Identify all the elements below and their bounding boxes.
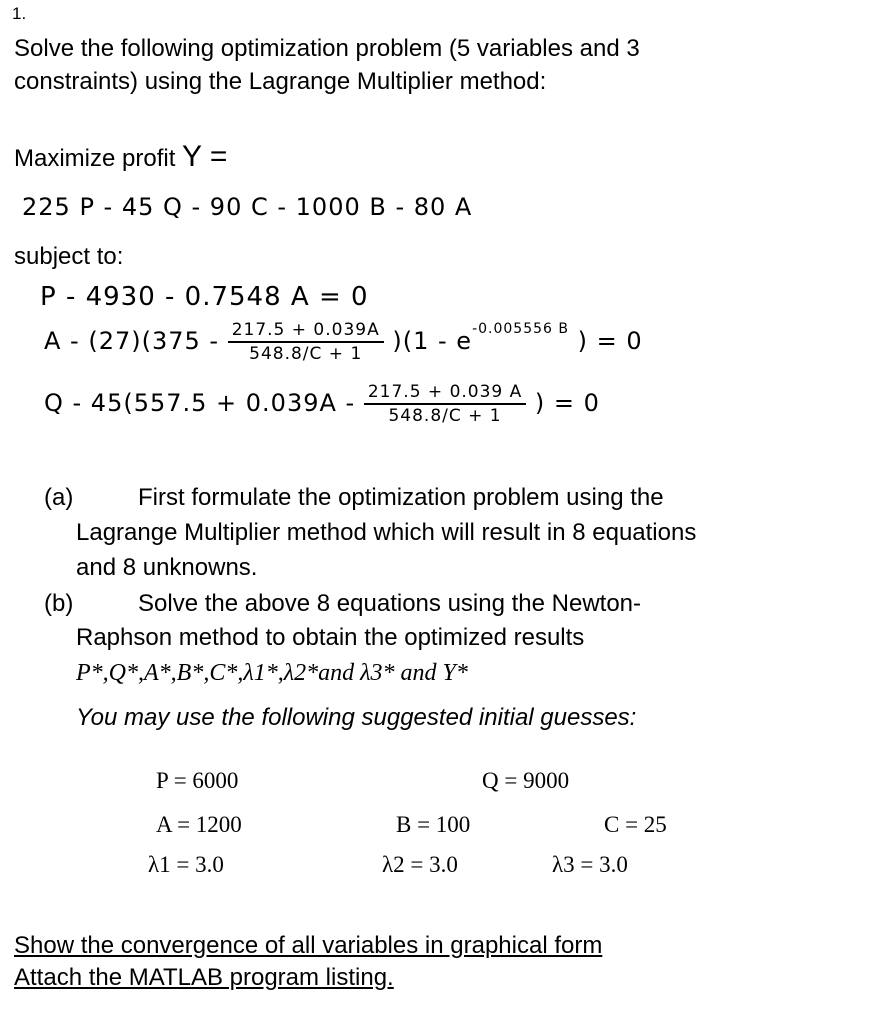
constraint-2-exponent: -0.005556 B <box>472 321 569 337</box>
intro-line-1: Solve the following optimization problem (5 variables and 3 <box>14 35 640 62</box>
constraint-2-numerator: 217.5 + 0.039A <box>228 320 384 343</box>
constraint-2-lead: A - (27)(375 - <box>44 327 220 355</box>
guess-a: A = 1200 <box>156 812 242 837</box>
constraint-2-mid: )(1 - e <box>392 327 473 355</box>
constraint-3-numerator: 217.5 + 0.039 A <box>364 382 526 405</box>
footer-convergence-note: Show the convergence of all variables in graphical form <box>14 932 603 959</box>
guess-lambda1: λ1 = 3.0 <box>148 852 224 877</box>
part-b-line-1: Solve the above 8 equations using the Newton- <box>138 590 642 617</box>
maximize-heading <box>14 140 227 174</box>
maximize-variable: Y = <box>182 140 228 173</box>
part-b-line-2: Raphson method to obtain the optimized results <box>76 624 585 651</box>
guess-lambda3: λ3 = 3.0 <box>552 852 628 877</box>
guess-b: B = 100 <box>396 812 471 837</box>
part-b-label: (b) <box>44 590 74 617</box>
maximize-label: Maximize profit <box>14 145 176 172</box>
part-a-label: (a) <box>44 484 74 511</box>
constraint-3-fraction <box>364 382 526 426</box>
part-a-line-1: First formulate the optimization problem using the <box>138 484 664 511</box>
constraint-1: P - 4930 - 0.7548 A = 0 <box>40 282 369 312</box>
constraint-3-lead: Q - 45(557.5 + 0.039A - <box>44 389 356 417</box>
guess-p: P = 6000 <box>156 768 239 793</box>
constraint-2 <box>44 320 643 364</box>
constraint-2-fraction <box>228 320 384 364</box>
guess-c: C = 25 <box>604 812 667 837</box>
subject-to-label: subject to: <box>14 243 124 270</box>
constraint-3-denominator: 548.8/C + 1 <box>388 406 502 426</box>
problem-number: 1. <box>12 4 27 23</box>
part-b-line-4: You may use the following suggested initial guesses: <box>76 704 637 731</box>
problem-intro <box>14 32 640 98</box>
guess-q: Q = 9000 <box>482 768 570 793</box>
footer-matlab-note: Attach the MATLAB program listing. <box>14 964 394 991</box>
objective-function: 225 P - 45 Q - 90 C - 1000 B - 80 A <box>22 193 473 221</box>
intro-line-2: constraints) using the Lagrange Multiplier method: <box>14 68 547 95</box>
part-a-line-2: Lagrange Multiplier method which will result in 8 equations <box>76 519 697 546</box>
part-a-line-3: and 8 unknowns. <box>76 554 258 581</box>
guess-lambda2: λ2 = 3.0 <box>382 852 458 877</box>
constraint-3-tail: ) = 0 <box>534 389 600 417</box>
constraint-2-tail: ) = 0 <box>577 327 643 355</box>
constraint-2-denominator: 548.8/C + 1 <box>249 344 363 364</box>
constraint-3 <box>44 382 600 426</box>
part-b-variables: P*,Q*,A*,B*,C*,λ1*,λ2*and λ3* and Y* <box>76 660 468 686</box>
